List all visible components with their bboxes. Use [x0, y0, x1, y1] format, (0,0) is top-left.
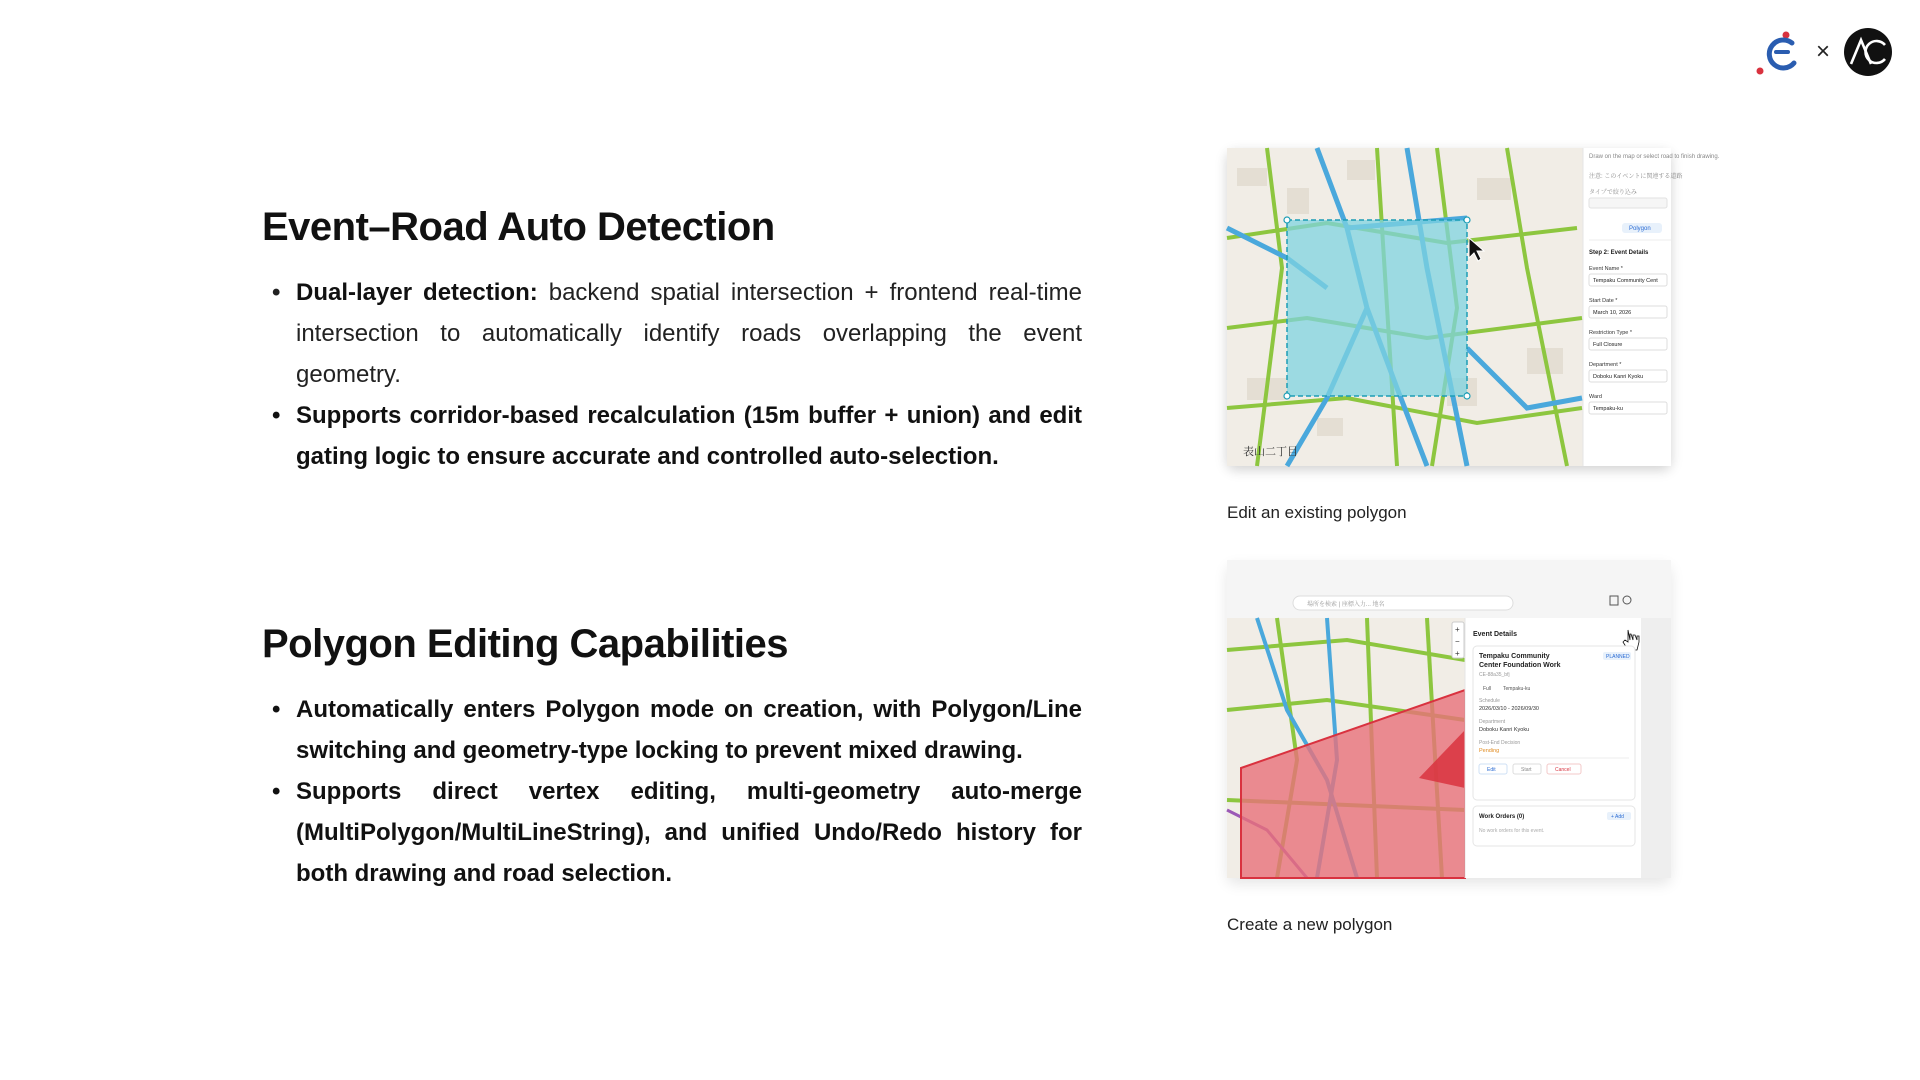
svg-text:Doboku Kanri Kyoku: Doboku Kanri Kyoku: [1479, 727, 1530, 733]
bullet-list: [262, 272, 1082, 477]
svg-text:Department *: Department *: [1589, 362, 1622, 368]
svg-text:Department: Department: [1479, 719, 1506, 725]
svg-text:Tempaku-ku: Tempaku-ku: [1593, 406, 1623, 412]
section-title: Polygon Editing Capabilities: [262, 622, 789, 666]
svg-text:CE-88a35_bfj: CE-88a35_bfj: [1479, 672, 1510, 678]
svg-text:Start Date *: Start Date *: [1589, 298, 1618, 304]
ac-circle-logo-icon: [1844, 28, 1892, 76]
header-logos: [1756, 28, 1892, 76]
bullet-item: [296, 689, 1082, 771]
bullet-text: Supports direct vertex editing, multi-geometry auto-merge (MultiPolygon/MultiLineString), and unified Undo/Redo history for both drawing and road selection.: [296, 778, 1082, 887]
logo-separator: ×: [1815, 38, 1830, 65]
section-event-road-detection: [262, 205, 1082, 477]
svg-text:Event Name *: Event Name *: [1589, 266, 1623, 272]
bullet-text: Automatically enters Polygon mode on creation, with Polygon/Line switching and geometry-type locking to prevent mixed drawing.: [296, 696, 1082, 764]
polygon-chip-label: Polygon: [1629, 226, 1651, 232]
bullet-item: [296, 395, 1082, 477]
panel-type-label: タイプで絞り込み: [1589, 190, 1637, 196]
svg-text:Start: Start: [1521, 767, 1532, 773]
svg-text:Cancel: Cancel: [1555, 767, 1571, 773]
status-badge: PLANNED: [1606, 654, 1630, 660]
svg-text:Edit: Edit: [1487, 767, 1496, 773]
step-title: Step 2: Event Details: [1589, 250, 1649, 256]
svg-text:+ Add: + Add: [1611, 814, 1624, 820]
svg-text:Tempaku Community Cent: Tempaku Community Cent: [1593, 278, 1658, 284]
section-title: Event–Road Auto Detection: [262, 205, 775, 249]
bullet-item: [296, 771, 1082, 894]
svg-text:Full: Full: [1483, 686, 1492, 692]
svg-text:Tempaku Community: Tempaku Community: [1479, 653, 1550, 660]
screenshot-create-polygon: [1227, 560, 1671, 878]
svg-text:Center Foundation Work: Center Foundation Work: [1479, 662, 1561, 669]
bullet-list: [262, 689, 1082, 894]
panel-hint: 注意: このイベントに関連する道路: [1589, 174, 1683, 180]
screenshot-caption: Edit an existing polygon: [1227, 503, 1407, 522]
svg-text:Ward: Ward: [1589, 394, 1602, 400]
svg-text:Tempaku-ku: Tempaku-ku: [1503, 686, 1531, 692]
zoom-reset-button[interactable]: +: [1455, 649, 1460, 658]
svg-text:Full Closure: Full Closure: [1593, 342, 1623, 348]
bullet-text: backend spatial intersection + frontend real-time intersection to automatically identify roads overlapping the event geometry.: [296, 279, 1082, 388]
svg-text:Schedule: Schedule: [1479, 698, 1500, 704]
svg-text:No work orders for this event.: No work orders for this event.: [1479, 828, 1545, 834]
e-dots-logo-icon: [1756, 29, 1802, 75]
screenshot-caption: Create a new polygon: [1227, 915, 1393, 934]
svg-text:Restriction Type *: Restriction Type *: [1589, 330, 1633, 336]
panel-header: Event Details: [1473, 631, 1517, 638]
screenshot-edit-polygon: [1227, 148, 1720, 466]
zoom-out-button[interactable]: −: [1455, 637, 1460, 646]
bullet-text: Supports corridor-based recalculation (15m buffer + union) and edit gating logic to ensure accurate and controlled auto-selection.: [296, 402, 1082, 470]
svg-text:March 10, 2026: March 10, 2026: [1593, 310, 1632, 316]
bullet-item: [296, 272, 1082, 395]
section-polygon-editing: [262, 622, 1082, 894]
zoom-in-button[interactable]: +: [1455, 625, 1460, 634]
search-placeholder: 場所を検索 | 座標入力... 地名: [1307, 602, 1385, 608]
svg-text:Doboku Kanri Kyoku: Doboku Kanri Kyoku: [1593, 374, 1644, 380]
svg-text:Post-End Decision: Post-End Decision: [1479, 740, 1521, 746]
svg-text:Pending: Pending: [1479, 748, 1500, 754]
map-place-label: 表山二丁目: [1243, 446, 1298, 458]
work-orders-title: Work Orders (0): [1479, 814, 1525, 820]
panel-hint: Draw on the map or select road to finish drawing.: [1589, 154, 1720, 160]
bullet-lead: Dual-layer detection:: [296, 279, 538, 306]
svg-text:2026/03/10 - 2026/09/30: 2026/03/10 - 2026/09/30: [1479, 706, 1539, 712]
